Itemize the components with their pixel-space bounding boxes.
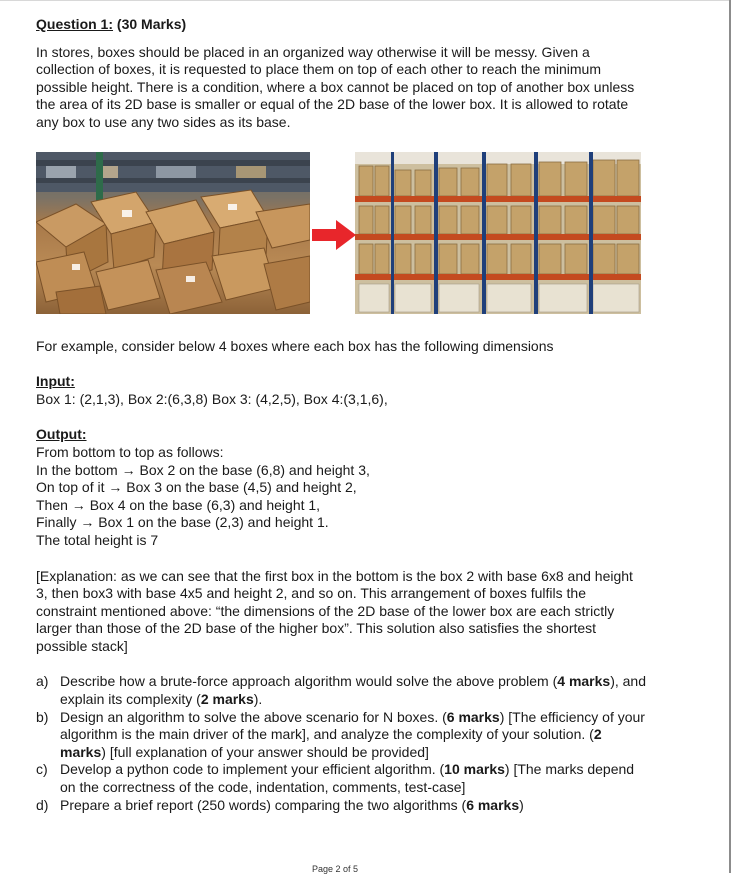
task-text: ) [The marks depend on the correctness of the code, indentation, comments, test-case] xyxy=(60,761,635,796)
task-marker: d) xyxy=(36,796,49,813)
output-line: Then → Box 4 on the base (6,3) and height 1, xyxy=(36,496,321,513)
task-marker: b) xyxy=(36,708,49,725)
messy-boxes-drawing xyxy=(36,152,310,314)
intro-paragraph: In stores, boxes should be placed in an organized way otherwise it will be messy. Given a collection of boxes, it is requested to place them on top of each other to reach the minimum possible height. There is a condition, where a box cannot be placed on top of another box unless the area of its 2D base is smaller or equal of the 2D base of the lower box. It is allowed to rotate any box to use any two sides as its base. xyxy=(36,43,635,130)
messy-boxes-image xyxy=(36,152,310,314)
task-item-b xyxy=(36,709,646,762)
document-content xyxy=(36,16,646,814)
task-marks: 6 marks xyxy=(466,796,520,813)
explanation-paragraph: [Explanation: as we can see that the first box in the bottom is the box 2 with base 6x8 and height 3, then box3 with base 4x5 and height 2, and so on. This arrangement of boxes fulfils the constraint mentioned above: “the dimensions of the 2D base of the lower box are each strictly larger than those of the 2D base of the higher box”. This solution also satisfies the shortest possible stack] xyxy=(36,567,633,654)
spacer xyxy=(36,408,646,426)
input-label: Input: xyxy=(36,373,75,390)
task-list xyxy=(36,673,646,814)
question-marks: (30 Marks) xyxy=(113,16,187,32)
task-marker: a) xyxy=(36,673,49,690)
input-text: Box 1: (2,1,3), Box 2:(6,3,8) Box 3: (4,2,5), Box 4:(3,1,6), xyxy=(36,390,388,407)
task-item-d xyxy=(36,797,646,815)
task-marks: 6 marks xyxy=(446,708,500,725)
question-heading xyxy=(36,16,646,34)
task-marks: 2 marks xyxy=(200,691,254,708)
task-marks: 4 marks xyxy=(557,673,611,690)
output-line: On top of it → Box 3 on the base (4,5) and height 2, xyxy=(36,479,357,496)
task-text: ). xyxy=(253,691,263,708)
task-item-a xyxy=(36,673,646,708)
organized-shelves-image xyxy=(355,152,641,314)
task-text: ), and explain its complexity ( xyxy=(60,673,647,708)
output-line: The total height is 7 xyxy=(36,531,159,548)
question-title: Question 1: xyxy=(36,16,114,32)
task-marker: c) xyxy=(36,761,48,778)
task-text: ) [full explanation of your answer should be provided] xyxy=(101,743,429,760)
task-text: Prepare a brief report (250 words) comparing the two algorithms ( xyxy=(60,796,467,813)
example-intro: For example, consider below 4 boxes where each box has the following dimensions xyxy=(36,337,554,354)
task-text: ) xyxy=(519,796,524,813)
task-item-c xyxy=(36,761,646,796)
output-line: In the bottom → Box 2 on the base (6,8) and height 3, xyxy=(36,461,370,478)
task-marks: 10 marks xyxy=(444,761,505,778)
spacer xyxy=(36,550,646,568)
output-line: Finally → Box 1 on the base (2,3) and height 1. xyxy=(36,514,329,531)
output-line: From bottom to top as follows: xyxy=(36,443,224,460)
page-top-edge xyxy=(0,0,731,1)
right-arrow-icon xyxy=(312,220,356,250)
task-text: ) [The efficiency of your algorithm is the main driver of the mark], and analyze the complexity of your solution. ( xyxy=(60,708,645,743)
task-text: Describe how a brute-force approach algorithm would solve the above problem ( xyxy=(60,673,558,690)
task-text: Design an algorithm to solve the above scenario for N boxes. ( xyxy=(60,708,447,725)
task-marks: 2 marks xyxy=(60,726,602,760)
spacer xyxy=(36,355,646,373)
illustration-row xyxy=(36,152,646,320)
page-footer: Page 2 of 5 xyxy=(312,864,359,874)
warehouse-shelves-drawing xyxy=(355,152,641,314)
output-label: Output: xyxy=(36,426,87,443)
task-text: Develop a python code to implement your efficient algorithm. ( xyxy=(60,761,445,778)
spacer xyxy=(36,655,646,673)
